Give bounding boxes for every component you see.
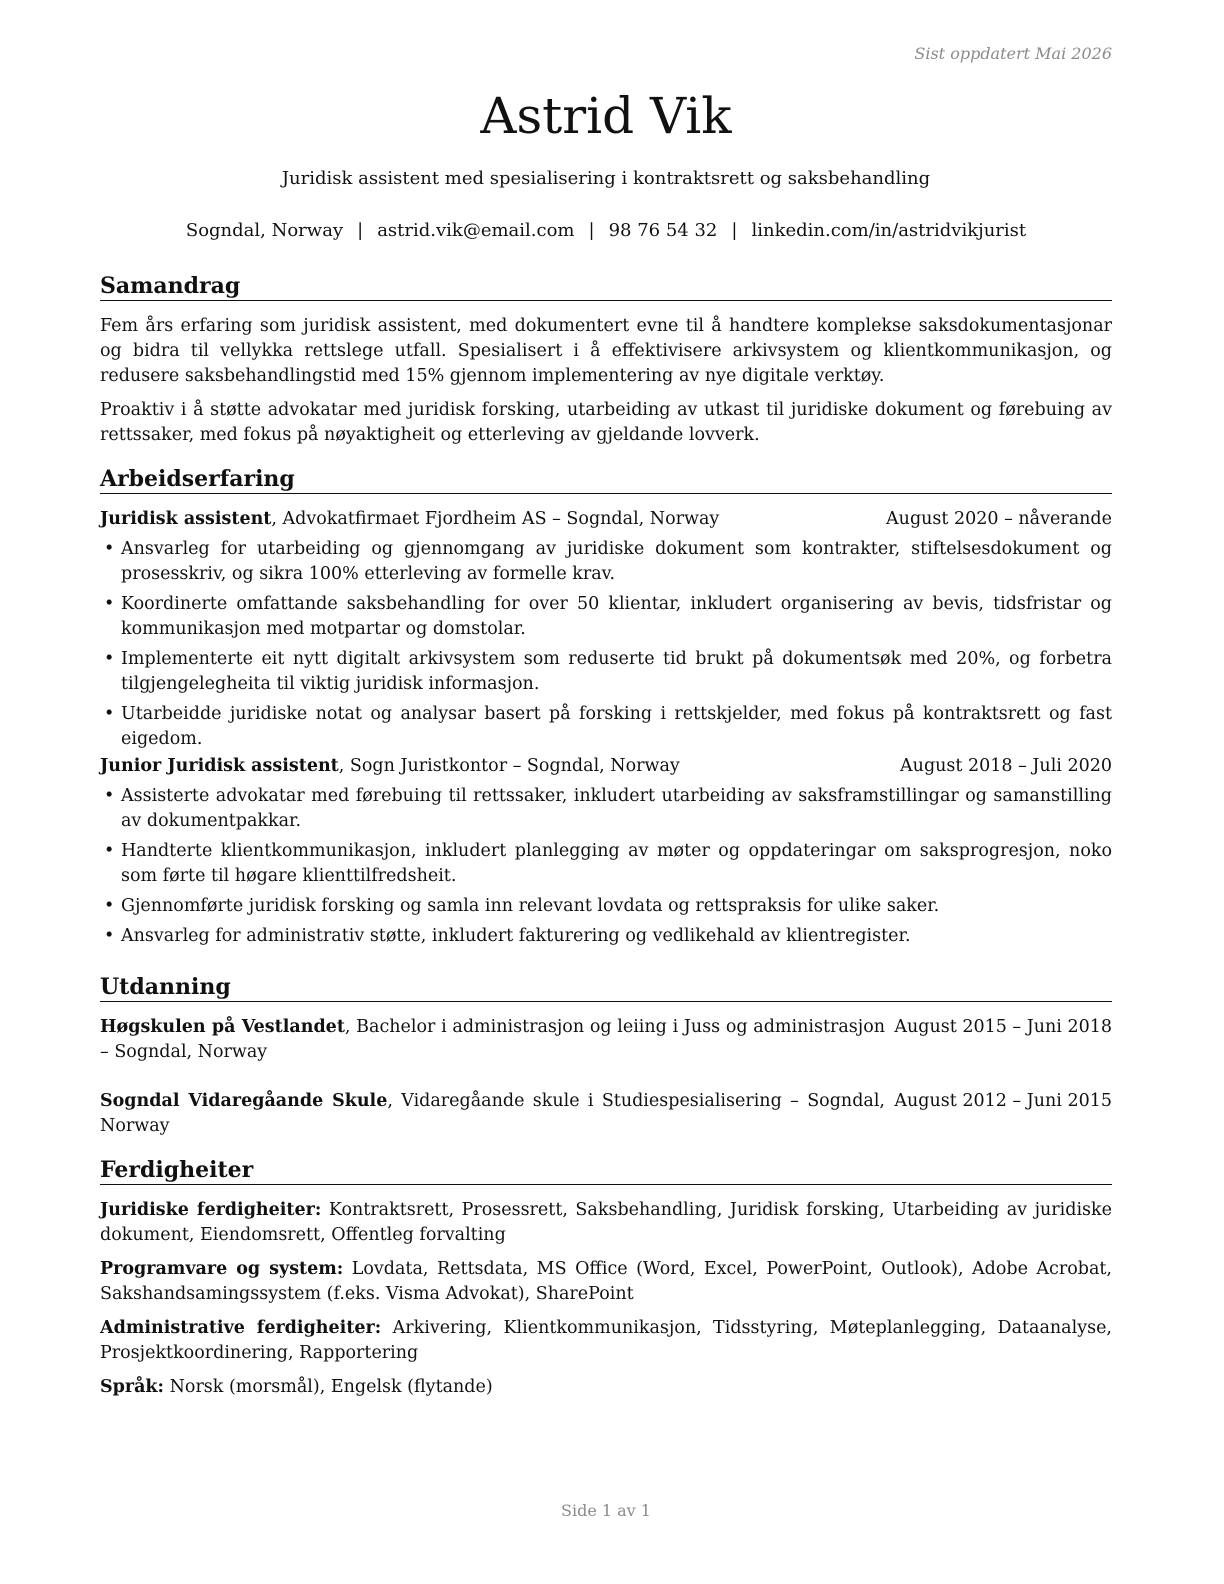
contact-line (100, 220, 1112, 241)
bullet-icon: • (104, 594, 115, 614)
skill-label: Språk: (100, 1377, 165, 1397)
job-bullets (100, 537, 1112, 757)
skill-label: Juridiske ferdigheiter: (100, 1200, 322, 1220)
bullet-icon: • (104, 649, 115, 669)
bullet-text: Assisterte advokatar med førebuing til rettssaker, inkludert utarbeiding av saksframstillingar og samanstilling av dokumentpakkar. (121, 786, 1112, 831)
job-header (100, 754, 1112, 779)
bullet-icon: • (104, 841, 115, 861)
job-header (100, 507, 1112, 532)
bullet-text: Utarbeidde juridiske notat og analysar basert på forsking i rettskjelder, med fokus på kontraktsrett og fast eigedom. (121, 704, 1112, 749)
headline: Juridisk assistent med spesialisering i kontraktsrett og saksbehandling (281, 168, 931, 189)
school-name: Høgskulen på Vestlandet (100, 1017, 345, 1037)
education-dates: August 2015 – Juni 2018 (894, 1017, 1112, 1037)
contact-separator: | (731, 220, 738, 241)
education-entry (100, 1089, 1112, 1139)
contact-separator: | (357, 220, 364, 241)
school-name: Sogndal Vidaregåande Skule (100, 1091, 388, 1111)
job-dates: August 2020 – nåverande (886, 509, 1112, 529)
bullet-text: Koordinerte omfattande saksbehandling for over 50 klientar, inkludert organisering av bevis, tidsfristar og kommunikasjon med motpartar og domstolar. (121, 594, 1112, 639)
resume-page (100, 0, 1112, 1584)
job-org: , Advokatfirmaet Fjordheim AS – Sogndal, Norway (271, 509, 720, 529)
education-detail: , Vidaregåande skule i Studiespesialisering – Sogndal, Norway (100, 1091, 885, 1136)
section-title-education: Utdanning (100, 973, 1112, 1002)
job-dates: August 2018 – Juli 2020 (900, 756, 1112, 776)
skill-label: Administrative ferdigheiter: (100, 1318, 382, 1338)
list-item (100, 537, 1112, 587)
bullet-text: Handterte klientkommunikasjon, inkludert planlegging av møter og oppdateringar om saksprogresjon, noko som førte til høgare klienttilfredsheit. (121, 841, 1112, 886)
bullet-text: Ansvarleg for administrativ støtte, inkludert fakturering og vedlikehald av klientregister. (121, 926, 911, 946)
skill-entry (100, 1198, 1112, 1248)
bullet-text: Gjennomførte juridisk forsking og samla inn relevant lovdata og rettspraksis for ulike saker. (121, 896, 940, 916)
education-dates: August 2012 – Juni 2015 (894, 1091, 1112, 1111)
skill-value: Arkivering, Klientkommunikasjon, Tidsstyring, Møteplanlegging, Dataanalyse, Prosjektkoordinering, Rapportering (100, 1318, 1112, 1363)
job-bullets (100, 784, 1112, 954)
education-entry (100, 1015, 1112, 1065)
education-text (100, 1089, 885, 1139)
section-title-skills: Ferdigheiter (100, 1156, 1112, 1185)
skill-value: Norsk (morsmål), Engelsk (flytande) (164, 1377, 493, 1397)
skill-value: Lovdata, Rettsdata, MS Office (Word, Excel, PowerPoint, Outlook), Adobe Acrobat, Sakshandsamingssystem (f.eks. Visma Advokat), SharePoint (100, 1259, 1112, 1304)
education-text (100, 1015, 885, 1065)
bullet-icon: • (104, 539, 115, 559)
summary-paragraph: Fem års erfaring som juridisk assistent, med dokumentert evne til å handtere komplekse saksdokumentasjonar og bidra til vellykka rettslege utfall. Spesialisert i å effektivisere arkivsystem og klientkommunikasjon, og redusere saksbehandlingstid med 15% gjennom implementering av nye digitale verktøy. (100, 316, 1112, 386)
skill-entry (100, 1257, 1112, 1307)
education-detail: , Bachelor i administrasjon og leiing i Juss og administrasjon – Sogndal, Norway (100, 1017, 885, 1062)
job-org: , Sogn Juristkontor – Sogndal, Norway (338, 756, 680, 776)
skill-entry (100, 1316, 1112, 1366)
bullet-icon: • (104, 926, 115, 946)
skill-value: Kontraktsrett, Prosessrett, Saksbehandling, Juridisk forsking, Utarbeiding av juridiske dokument, Eiendomsrett, Offentleg forvalting (100, 1200, 1112, 1245)
job-role: Junior Juridisk assistent (100, 756, 339, 776)
contact-linkedin[interactable]: linkedin.com/in/astridvikjurist (751, 220, 1027, 241)
last-updated: Sist oppdatert Mai 2026 (914, 44, 1112, 63)
contact-email[interactable]: astrid.vik@email.com (377, 220, 575, 241)
person-name: Astrid Vik (480, 87, 732, 145)
list-item (100, 592, 1112, 642)
list-item (100, 894, 1112, 919)
bullet-text: Ansvarleg for utarbeiding og gjennomgang av juridiske dokument som kontrakter, stiftelsesdokument og prosesskriv, og sikra 100% etterleving av formelle krav. (121, 539, 1112, 584)
list-item (100, 647, 1112, 697)
section-title-summary: Samandrag (100, 272, 1112, 301)
contact-separator: | (588, 220, 595, 241)
job-role: Juridisk assistent (100, 509, 272, 529)
bullet-icon: • (104, 896, 115, 916)
skill-entry (100, 1375, 1112, 1400)
list-item (100, 924, 1112, 949)
page-number: Side 1 av 1 (561, 1501, 651, 1520)
list-item (100, 839, 1112, 889)
contact-location: Sogndal, Norway (185, 220, 344, 241)
summary-paragraph: Proaktiv i å støtte advokatar med juridisk forsking, utarbeiding av utkast til juridiske dokument og førebuing av rettssaker, med fokus på nøyaktigheit og etterleving av gjeldande lovverk. (100, 400, 1112, 445)
bullet-icon: • (104, 786, 115, 806)
list-item (100, 784, 1112, 834)
bullet-text: Implementerte eit nytt digitalt arkivsystem som reduserte tid brukt på dokumentsøk med 20%, og forbetra tilgjengelegheita til viktig juridisk informasjon. (121, 649, 1112, 694)
contact-phone: 98 76 54 32 (608, 220, 718, 241)
skill-label: Programvare og system: (100, 1259, 344, 1279)
list-item (100, 702, 1112, 752)
bullet-icon: • (104, 704, 115, 724)
section-title-experience: Arbeidserfaring (100, 465, 1112, 494)
